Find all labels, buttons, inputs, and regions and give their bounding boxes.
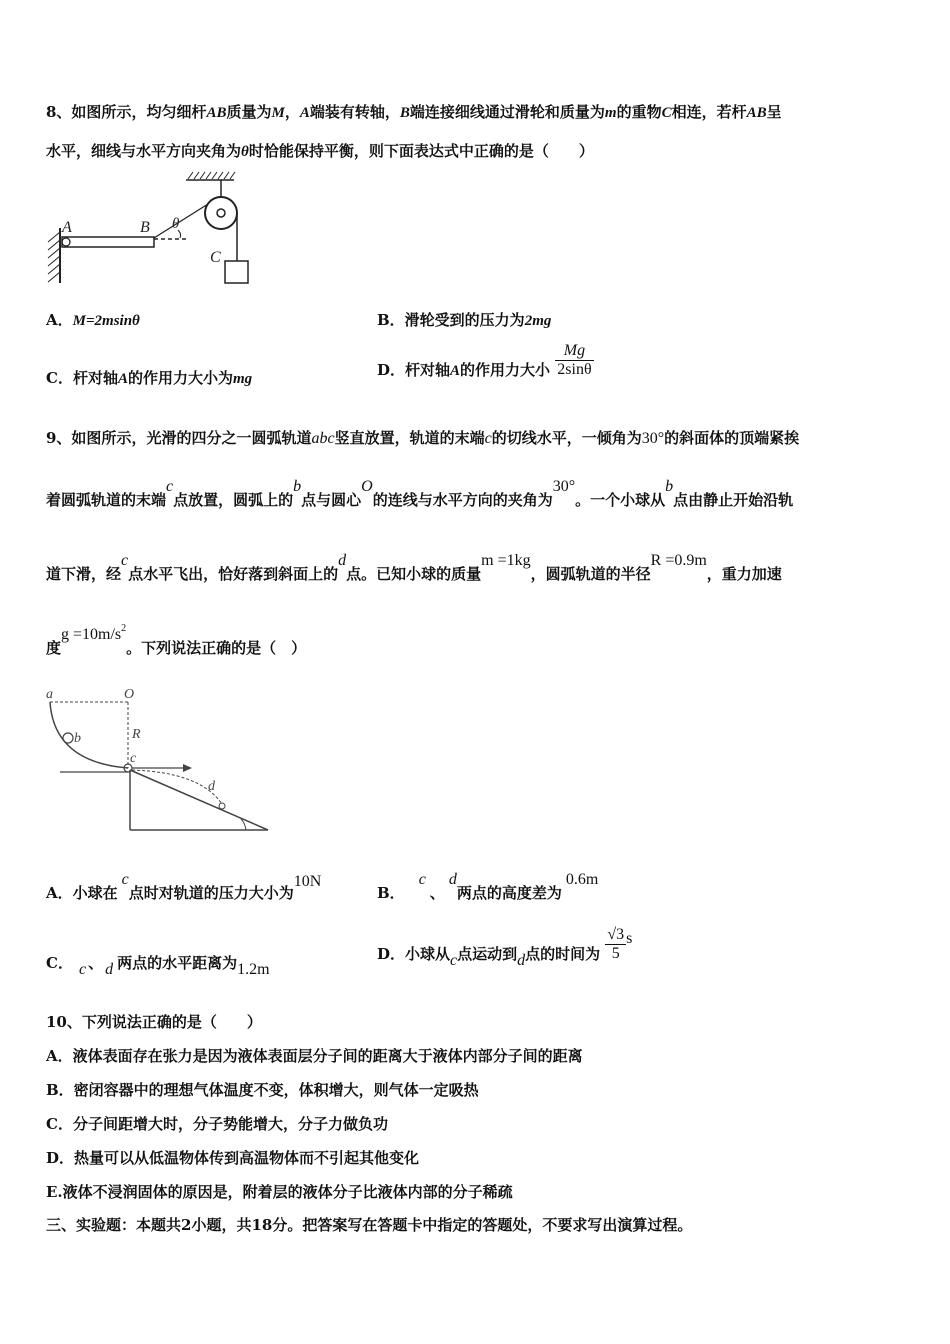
q8-stem-line1: 8、如图所示，均匀细杆AB质量为M，A端装有转轴，B端连接细线通过滑轮和质量为m的重物C相连，若杆AB呈 xyxy=(46,103,782,121)
q10-option-b[interactable]: B．密闭容器中的理想气体温度不变，体积增大，则气体一定吸热 xyxy=(46,1081,479,1099)
q9-label-R: R xyxy=(132,727,141,742)
q8-label-C: C xyxy=(210,249,221,266)
q9-option-c[interactable]: C． c 、 d 两点的水平距离为1.2m xyxy=(46,954,270,978)
q8-figure xyxy=(40,168,270,290)
q8-option-a[interactable]: A．M=2msinθ xyxy=(46,311,140,329)
q8-option-d[interactable]: D．杆对轴A的作用力大小 $\frac{Mg}{2\sin\theta}$ xyxy=(377,342,592,379)
q8-option-b[interactable]: B．滑轮受到的压力为2mg xyxy=(377,311,552,329)
q8-option-d-fraction: $\frac{Mg}{2\sin\theta}$ xyxy=(557,342,592,378)
q9-stem-line1: 9、如图所示，光滑的四分之一圆弧轨道abc竖直放置，轨道的末端c的切线水平，一倾角为30°的斜面体的顶端紧挨 xyxy=(46,429,800,447)
q9-figure xyxy=(40,682,280,834)
q9-option-b[interactable]: B．c、d两点的高度差为0.6m xyxy=(377,871,599,902)
q9-label-c: c xyxy=(130,751,137,766)
q9-label-O: O xyxy=(124,687,135,702)
q8-label-theta: θ xyxy=(172,216,180,232)
q10-option-d[interactable]: D．热量可以从低温物体传到高温物体而不引起其他变化 xyxy=(46,1149,420,1167)
q9-label-d: d xyxy=(208,779,215,794)
q9-label-a: a xyxy=(46,687,53,702)
section-3-heading: 三、实验题：本题共2小题，共18分。把答案写在答题卡中指定的答题处，不要求写出演算过程。 xyxy=(46,1216,693,1234)
q10-option-e[interactable]: E.液体不浸润固体的原因是，附着层的液体分子比液体内部的分子稀疏 xyxy=(46,1183,513,1201)
q8-label-A: A xyxy=(62,219,72,236)
q9-option-d-fraction: $\frac{√3}{5}$ xyxy=(607,926,625,962)
q8-label-B: B xyxy=(140,219,150,236)
q9-option-a[interactable]: A．小球在 c点时对轨道的压力大小为10N xyxy=(46,871,322,902)
q9-option-d[interactable]: D．小球从c点运动到d点的时间为 $\frac{√3}{5}$ s xyxy=(377,926,633,969)
q9-stem-line2: 着圆弧轨道的末端c点放置，圆弧上的b点与圆心O的连线与水平方向的夹角为30°。一个小球从b点由静止开始沿轨 xyxy=(46,478,794,509)
q8-stem-line2: 水平，细线与水平方向夹角为θ时恰能保持平衡，则下面表达式中正确的是（ ） xyxy=(46,142,594,160)
q10-stem: 10、下列说法正确的是（ ） xyxy=(46,1013,262,1031)
q9-stem-line3: 道下滑，经c点水平飞出，恰好落到斜面上的d点。已知小球的质量m =1kg，圆弧轨道的半径R =0.9m，重力加速 xyxy=(46,552,782,583)
q10-option-c[interactable]: C．分子间距增大时，分子势能增大，分子力做负功 xyxy=(46,1115,388,1133)
q9-label-b: b xyxy=(74,731,81,746)
q10-option-a[interactable]: A．液体表面存在张力是因为液体表面层分子间的距离大于液体内部分子间的距离 xyxy=(46,1047,583,1065)
q8-option-c[interactable]: C．杆对轴A的作用力大小为mg xyxy=(46,369,253,387)
q9-stem-line4: 度$g =10m/s^2$。下列说法正确的是（ ） xyxy=(46,623,307,657)
